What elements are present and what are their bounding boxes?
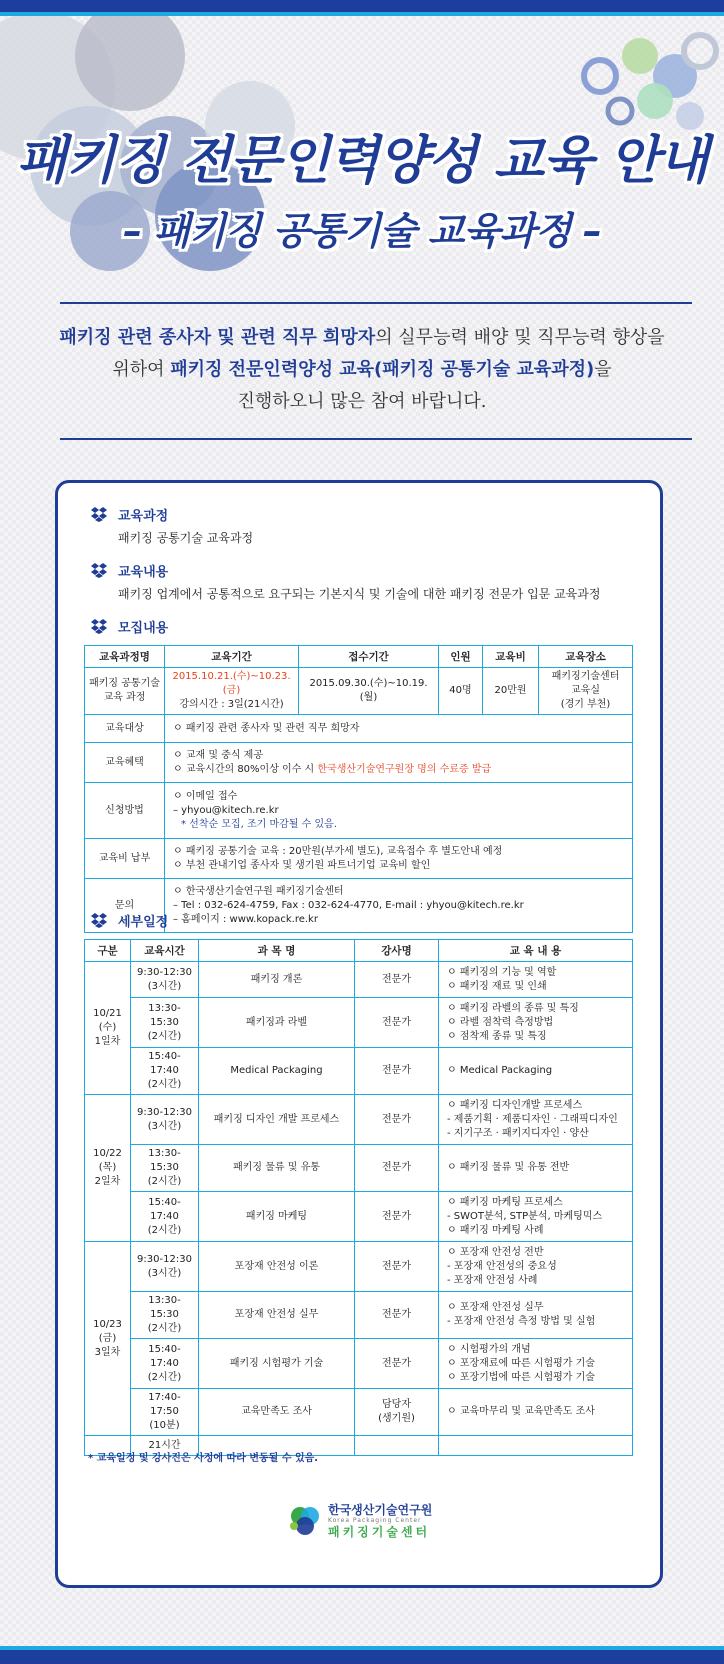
footer-logo xyxy=(288,1503,432,1539)
session-content: ㅇ Medical Packaging xyxy=(439,1048,633,1095)
schedule-header: 교 육 내 용 xyxy=(439,940,633,962)
row-label: 교육대상 xyxy=(85,715,165,743)
dropbox-box-icon xyxy=(90,912,108,928)
section-schedule-title xyxy=(90,909,168,931)
total-hours: 21시간 xyxy=(131,1436,199,1456)
intro-text-1: 의 실무능력 배양 및 직무능력 향상을 xyxy=(375,327,665,348)
recruit-header: 교육장소 xyxy=(539,646,633,668)
benefit-line: ㅇ 교재 및 중식 제공 xyxy=(173,749,263,761)
total-empty xyxy=(355,1436,439,1456)
session-subject: 패키징 물류 및 유통 xyxy=(199,1145,355,1192)
method-email: – yhyou@kitech.re.kr xyxy=(173,804,279,816)
contact-cell xyxy=(165,879,633,933)
session-content: ㅇ 패키징 물류 및 유통 전반 xyxy=(439,1145,633,1192)
info-card xyxy=(55,480,663,1588)
page-title: 패키징 전문인력양성 교육 안내 xyxy=(16,131,708,191)
session-content: ㅇ 패키징 라벨의 종류 및 특징 ㅇ 라벨 점착력 측정방법 ㅇ 점착제 종류 및 특징 xyxy=(439,998,633,1048)
recruit-course-row xyxy=(85,668,633,715)
session-lecturer: 전문가 xyxy=(355,1145,439,1192)
session-time: 9:30-12:30 (3시간) xyxy=(131,1242,199,1292)
dropbox-box-icon xyxy=(90,506,108,522)
benefit-highlight: 한국생산기술연구원장 명의 수료증 발급 xyxy=(317,763,492,775)
session-content: ㅇ 포장재 안전성 실무 - 포장재 안전성 측정 방법 및 실험 xyxy=(439,1292,633,1339)
session-subject: 패키징과 라벨 xyxy=(199,998,355,1048)
benefit-line xyxy=(173,763,628,777)
method-line: ㅇ 이메일 접수 xyxy=(173,790,238,802)
session-subject: 포장재 안전성 이론 xyxy=(199,1242,355,1292)
intro-text-2c: 을 xyxy=(594,359,612,380)
recruit-header: 교육과정명 xyxy=(85,646,165,668)
table-row xyxy=(85,1192,633,1242)
section-course-body: 패키징 공통기술 교육과정 xyxy=(118,531,254,545)
table-row xyxy=(85,1048,633,1095)
apply-period: 2015.09.30.(수)~10.19.(월) xyxy=(299,668,439,715)
session-content: ㅇ 시험평가의 개념 ㅇ 포장재료에 따른 시험평가 기술 ㅇ 포장기법에 따른 시험평가 기술 xyxy=(439,1339,633,1389)
divider-bottom xyxy=(60,438,692,440)
session-lecturer: 전문가 xyxy=(355,1292,439,1339)
section-course-label: 교육과정 xyxy=(118,508,169,524)
session-lecturer: 담당자 (생기원) xyxy=(355,1389,439,1436)
session-subject: 패키징 디자인 개발 프로세스 xyxy=(199,1095,355,1145)
intro-line-1 xyxy=(40,322,684,354)
schedule-note: * 교육일정 및 강사진은 사정에 따라 변동될 수 있음. xyxy=(88,1453,319,1464)
headcount: 40명 xyxy=(439,668,483,715)
schedule-header: 구분 xyxy=(85,940,131,962)
day-label: 10/23 (금) 3일차 xyxy=(85,1242,131,1436)
contact-line: – 홈페이지 : www.kopack.re.kr xyxy=(173,913,318,925)
table-row xyxy=(85,1339,633,1389)
table-row xyxy=(85,998,633,1048)
session-subject: 패키징 개론 xyxy=(199,962,355,998)
intro-highlight-1: 패키징 관련 종사자 및 관련 직무 희망자 xyxy=(59,327,376,348)
session-time: 15:40-17:40 (2시간) xyxy=(131,1048,199,1095)
dropbox-box-icon xyxy=(90,618,108,634)
recruit-method-row xyxy=(85,783,633,839)
course-period-cell xyxy=(165,668,299,715)
section-schedule-label: 세부일정 xyxy=(118,914,169,930)
session-content: ㅇ 교육마무리 및 교육만족도 조사 xyxy=(439,1389,633,1436)
schedule-header: 강사명 xyxy=(355,940,439,962)
contact-line: – Tel : 032-624-4759, Fax : 032-624-4770, E-mail : yhyou@kitech.re.kr xyxy=(173,899,524,911)
bottom-stripe xyxy=(0,1650,724,1664)
intro-line-3: 진행하오니 많은 참여 바랍니다. xyxy=(237,391,487,412)
recruit-header-row xyxy=(85,646,633,668)
row-label: 교육비 납부 xyxy=(85,839,165,879)
session-content: ㅇ 패키징 디자인개발 프로세스 - 제품기획 · 제품디자인 · 그래픽디자인 - 지기구조 · 패키지디자인 · 양산 xyxy=(439,1095,633,1145)
intro-text-2a: 위하여 xyxy=(112,359,171,380)
target-value: ㅇ 패키징 관련 종사자 및 관련 직무 희망자 xyxy=(165,715,633,743)
session-content: ㅇ 패키징 마케팅 프로세스 - SWOT분석, STP분석, 마케팅믹스 ㅇ 패키징 마케팅 사례 xyxy=(439,1192,633,1242)
row-label: 문의 xyxy=(85,879,165,933)
logo-eng: Korea Packaging Center xyxy=(328,1517,422,1524)
session-subject: 패키징 시험평가 기술 xyxy=(199,1339,355,1389)
fee: 20만원 xyxy=(483,668,539,715)
recruit-table xyxy=(84,645,633,933)
table-row xyxy=(85,1242,633,1292)
session-content: ㅇ 포장재 안전성 전반 - 포장재 안전성의 중요성 - 포장재 안전성 사례 xyxy=(439,1242,633,1292)
day-label: 10/21 (수) 1일차 xyxy=(85,962,131,1095)
session-content: ㅇ 패키징의 기능 및 역할 ㅇ 패키징 재료 및 인쇄 xyxy=(439,962,633,998)
section-recruit-title xyxy=(90,615,168,637)
divider-top xyxy=(60,302,692,304)
schedule-table xyxy=(84,939,633,1456)
recruit-header: 접수기간 xyxy=(299,646,439,668)
session-subject: Medical Packaging xyxy=(199,1048,355,1095)
section-content-body: 패키징 업계에서 공통적으로 요구되는 기본지식 및 기술에 대한 패키징 전문가 입문 교육과정 xyxy=(118,587,601,601)
row-label: 신청방법 xyxy=(85,783,165,839)
day-label: 10/22 (목) 2일차 xyxy=(85,1095,131,1242)
kitech-logo-icon xyxy=(288,1504,322,1538)
section-content-title xyxy=(90,559,168,581)
table-row xyxy=(85,1095,633,1145)
course-period: 2015.10.21.(수)~10.23.(금) xyxy=(172,671,291,696)
course-name: 패키징 공통기술 교육 과정 xyxy=(85,668,165,715)
session-time: 9:30-12:30 (3시간) xyxy=(131,1095,199,1145)
session-time: 15:40-17:40 (2시간) xyxy=(131,1339,199,1389)
session-lecturer: 전문가 xyxy=(355,1242,439,1292)
schedule-header: 교육시간 xyxy=(131,940,199,962)
intro-text xyxy=(40,322,684,418)
session-subject: 패키징 마케팅 xyxy=(199,1192,355,1242)
recruit-payment-row xyxy=(85,839,633,879)
section-recruit-label: 모집내용 xyxy=(118,620,169,636)
session-lecturer: 전문가 xyxy=(355,1339,439,1389)
session-lecturer: 전문가 xyxy=(355,998,439,1048)
session-time: 17:40-17:50 (10분) xyxy=(131,1389,199,1436)
session-lecturer: 전문가 xyxy=(355,1095,439,1145)
session-time: 9:30-12:30 (3시간) xyxy=(131,962,199,998)
recruit-target-row xyxy=(85,715,633,743)
payment-line: ㅇ 패키징 공통기술 교육 : 20만원(부가세 별도), 교육접수 후 별도안내 예정 xyxy=(173,845,503,857)
dropbox-box-icon xyxy=(90,562,108,578)
intro-line-2 xyxy=(40,354,684,386)
payment-line: ㅇ 부천 관내기업 종사자 및 생기원 파트너기업 교육비 할인 xyxy=(173,859,431,871)
row-label: 교육혜택 xyxy=(85,743,165,783)
session-time: 13:30-15:30 (2시간) xyxy=(131,998,199,1048)
table-row xyxy=(85,1145,633,1192)
table-row xyxy=(85,1389,633,1436)
logo-center: 패키징기술센터 xyxy=(328,1525,431,1539)
session-subject: 포장재 안전성 실무 xyxy=(199,1292,355,1339)
logo-org: 한국생산기술연구원 xyxy=(328,1503,433,1517)
session-time: 13:30-15:30 (2시간) xyxy=(131,1145,199,1192)
table-row xyxy=(85,962,633,998)
payment-cell xyxy=(165,839,633,879)
recruit-benefit-row xyxy=(85,743,633,783)
schedule-header-row xyxy=(85,940,633,962)
recruit-header: 교육기간 xyxy=(165,646,299,668)
course-hours: 강의시간 : 3일(21시간) xyxy=(179,699,284,710)
logo-text xyxy=(328,1503,432,1539)
schedule-header: 과 목 명 xyxy=(199,940,355,962)
session-lecturer: 전문가 xyxy=(355,1048,439,1095)
recruit-header: 교육비 xyxy=(483,646,539,668)
section-content-label: 교육내용 xyxy=(118,564,169,580)
benefit-text: ㅇ 교육시간의 80%이상 이수 시 xyxy=(173,763,318,775)
session-subject: 교육만족도 조사 xyxy=(199,1389,355,1436)
section-course-title xyxy=(90,503,168,525)
recruit-header: 인원 xyxy=(439,646,483,668)
session-lecturer: 전문가 xyxy=(355,962,439,998)
contact-line: ㅇ 한국생산기술연구원 패키징기술센터 xyxy=(173,885,344,897)
top-stripe xyxy=(0,0,724,12)
page-subtitle: – 패키징 공통기술 교육과정 – xyxy=(123,209,601,253)
session-time: 13:30-15:30 (2시간) xyxy=(131,1292,199,1339)
session-time: 15:40-17:40 (2시간) xyxy=(131,1192,199,1242)
session-lecturer: 전문가 xyxy=(355,1192,439,1242)
method-note: * 선착순 모집, 조기 마감될 수 있음. xyxy=(181,818,338,830)
table-row xyxy=(85,1292,633,1339)
method-cell xyxy=(165,783,633,839)
benefit-cell xyxy=(165,743,633,783)
place: 패키징기술센터 교육실 (경기 부천) xyxy=(539,668,633,715)
intro-highlight-2: 패키징 전문인력양성 교육(패키징 공통기술 교육과정) xyxy=(170,359,595,380)
total-empty xyxy=(439,1436,633,1456)
